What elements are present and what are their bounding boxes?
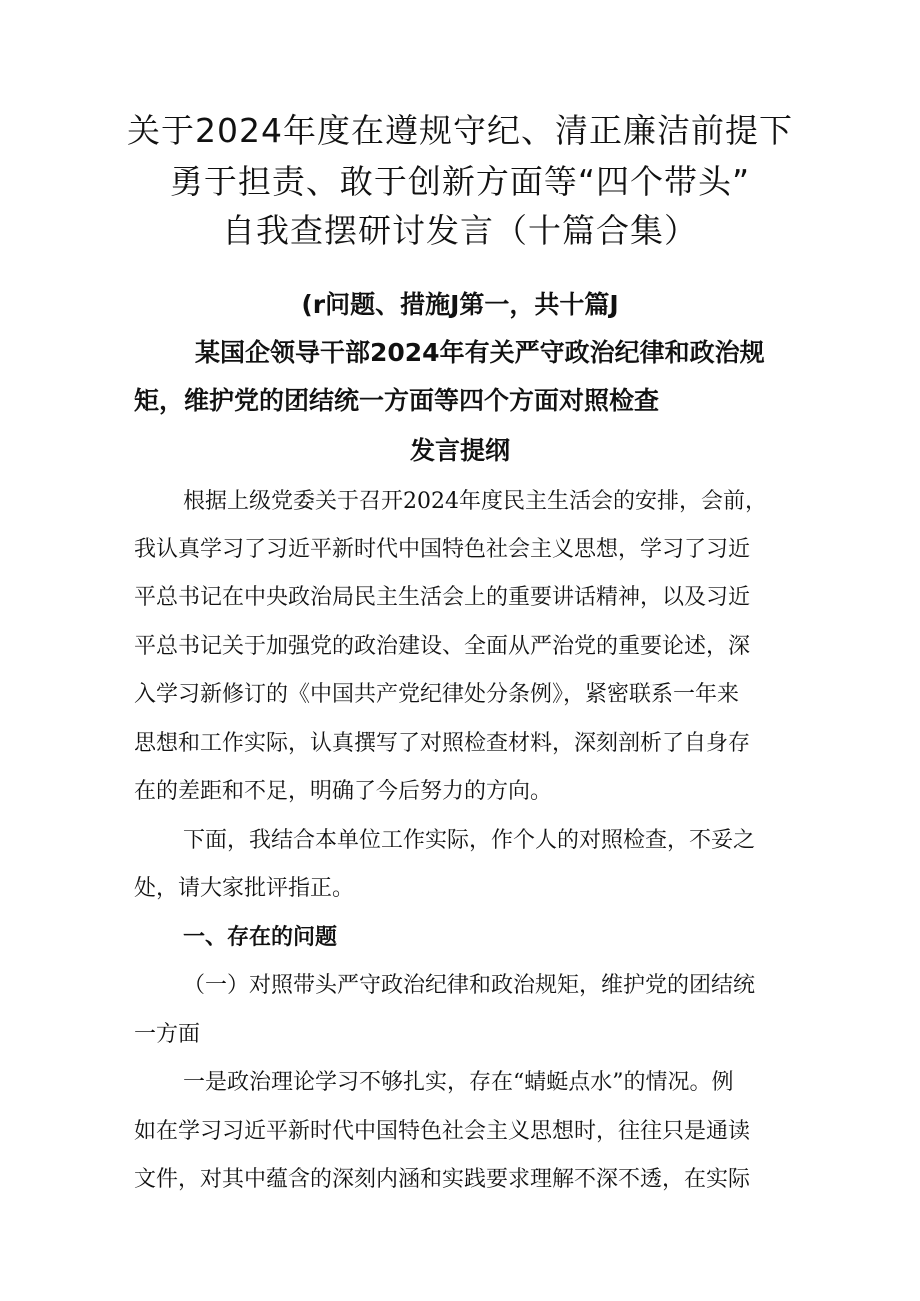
section-title-line-1: 某国企领导干部2024年有关严守政治纪律和政治规: [195, 338, 765, 367]
document-title-line-1: 关于2024年度在遵规守纪、清正廉洁前提下: [127, 111, 793, 150]
paragraph-3-line-2: 如在学习习近平新时代中国特色社会主义思想时，往往只是通读: [134, 1119, 751, 1144]
section-title-line-3: 发言提纲: [410, 436, 511, 465]
subheading-1-line-2: 一方面: [134, 1022, 201, 1047]
paragraph-1-line-5: 入学习新修订的《中国共产党纪律处分条例》，紧密联系一年来: [134, 682, 740, 707]
document-title-line-2: 勇于担责、敢于创新方面等“四个带头”: [169, 162, 751, 201]
document-subtitle: (r问题、措施J第一，共十篇J: [301, 290, 619, 319]
paragraph-1-line-7: 在的差距和不足，明确了今后努力的方向。: [134, 779, 553, 804]
heading-problems: 一、存在的问题: [183, 925, 338, 950]
paragraph-3-line-1: 一是政治理论学习不够扎实，存在“蜻蜓点水”的情况。例: [183, 1070, 734, 1095]
paragraph-1-line-6: 思想和工作实际，认真撰写了对照检查材料，深刻剖析了自身存: [134, 731, 751, 756]
paragraph-2-line-2: 处，请大家批评指正。: [134, 876, 355, 901]
paragraph-1-line-3: 平总书记在中央政治局民主生活会上的重要讲话精神，以及习近: [134, 585, 751, 610]
section-title-line-2: 矩，维护党的团结统一方面等四个方面对照检查: [134, 386, 660, 415]
paragraph-3-line-3: 文件，对其中蕴含的深刻内涵和实践要求理解不深不透，在实际: [134, 1167, 751, 1192]
document-title-line-3: 自我查摆研讨发言（十篇合集）: [222, 211, 698, 250]
subheading-1-line-1: （一）对照带头严守政治纪律和政治规矩，维护党的团结统: [183, 973, 756, 998]
paragraph-1-line-4: 平总书记关于加强党的政治建设、全面从严治党的重要论述，深: [134, 634, 751, 659]
paragraph-1-line-2: 我认真学习了习近平新时代中国特色社会主义思想，学习了习近: [134, 537, 751, 562]
paragraph-1-line-1: 根据上级党委关于召开2024年度民主生活会的安排，会前，: [183, 489, 767, 514]
paragraph-2-line-1: 下面，我结合本单位工作实际，作个人的对照检查，不妥之: [183, 828, 756, 853]
